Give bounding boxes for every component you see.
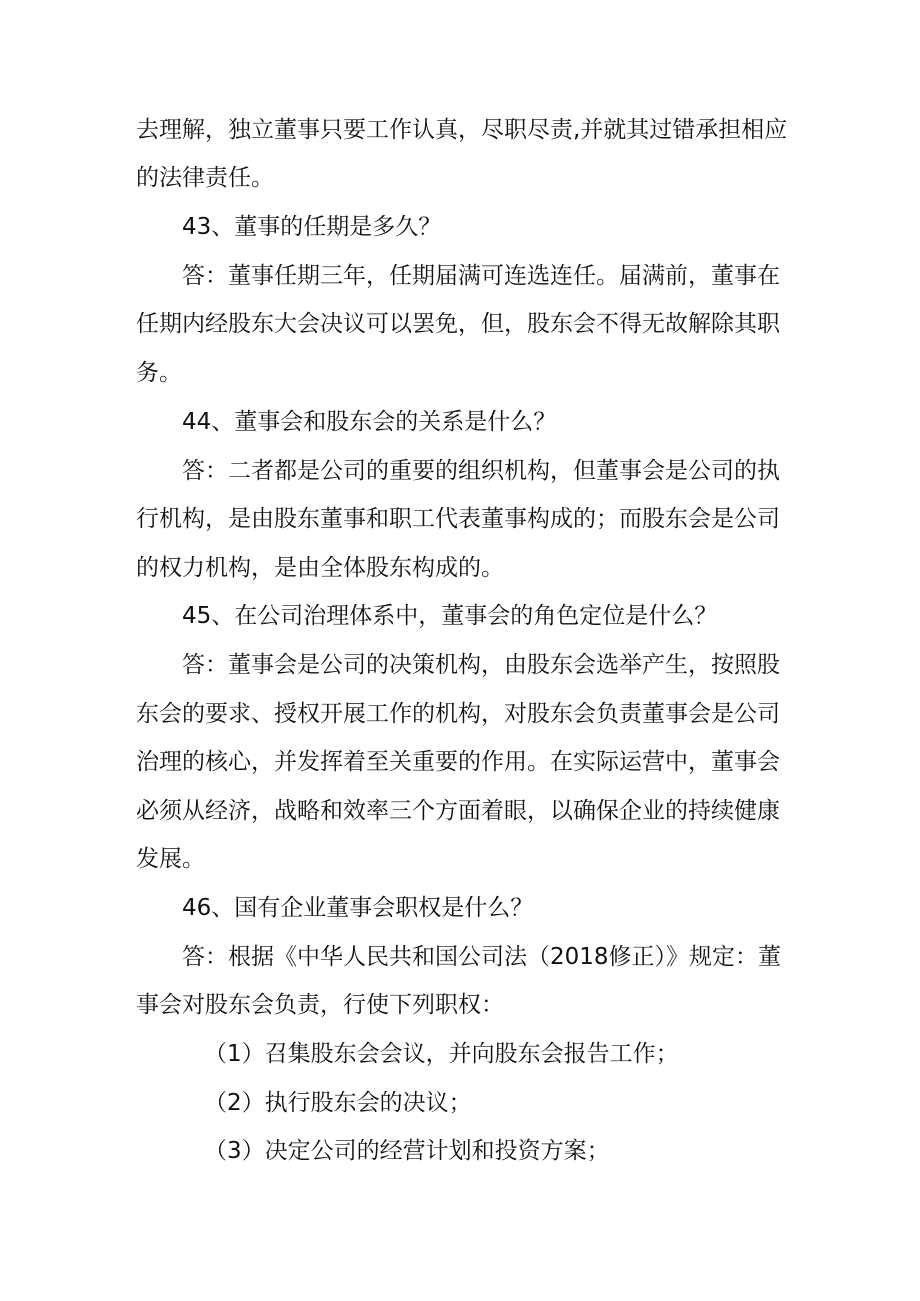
answer-line: 答：董事会是公司的决策机构，由股东会选举产生，按照股 xyxy=(182,652,780,678)
list-item: （2）执行股东会的决议； xyxy=(204,1090,472,1116)
answer-line: 的权力机构，是由全体股东构成的。 xyxy=(136,555,504,581)
question-heading-44: 44、董事会和股东会的关系是什么？ xyxy=(182,409,557,435)
list-item: （1）召集股东会会议，并向股东会报告工作； xyxy=(204,1041,679,1067)
answer-line: 务。 xyxy=(136,360,182,386)
answer-line: 必须从经济，战略和效率三个方面着眼，以确保企业的持续健康 xyxy=(136,798,780,824)
answer-line: 答：二者都是公司的重要的组织机构，但董事会是公司的执 xyxy=(182,458,780,484)
answer-line: 任期内经股东大会决议可以罢免，但，股东会不得无故解除其职 xyxy=(136,311,780,337)
answer-line: 东会的要求、授权开展工作的机构，对股东会负责董事会是公司 xyxy=(136,701,780,727)
question-heading-45: 45、在公司治理体系中，董事会的角色定位是什么？ xyxy=(182,603,718,629)
answer-line: 答：根据《中华人民共和国公司法（2018修正）》规定：董 xyxy=(182,944,782,970)
question-heading-43: 43、董事的任期是多久？ xyxy=(182,214,442,240)
answer-line: 发展。 xyxy=(136,846,205,872)
question-heading-46: 46、国有企业董事会职权是什么？ xyxy=(182,895,534,921)
paragraph-line: 去理解，独立董事只要工作认真，尽职尽责,并就其过错承担相应 xyxy=(136,117,788,143)
answer-line: 治理的核心，并发挥着至关重要的作用。在实际运营中，董事会 xyxy=(136,749,780,775)
answer-line: 答：董事任期三年，任期届满可连选连任。届满前，董事在 xyxy=(182,263,780,289)
answer-line: 行机构，是由股东董事和职工代表董事构成的；而股东会是公司 xyxy=(136,506,780,532)
list-item: （3）决定公司的经营计划和投资方案； xyxy=(204,1138,610,1164)
paragraph-line: 的法律责任。 xyxy=(136,165,274,191)
answer-line: 事会对股东会负责，行使下列职权： xyxy=(136,992,504,1018)
